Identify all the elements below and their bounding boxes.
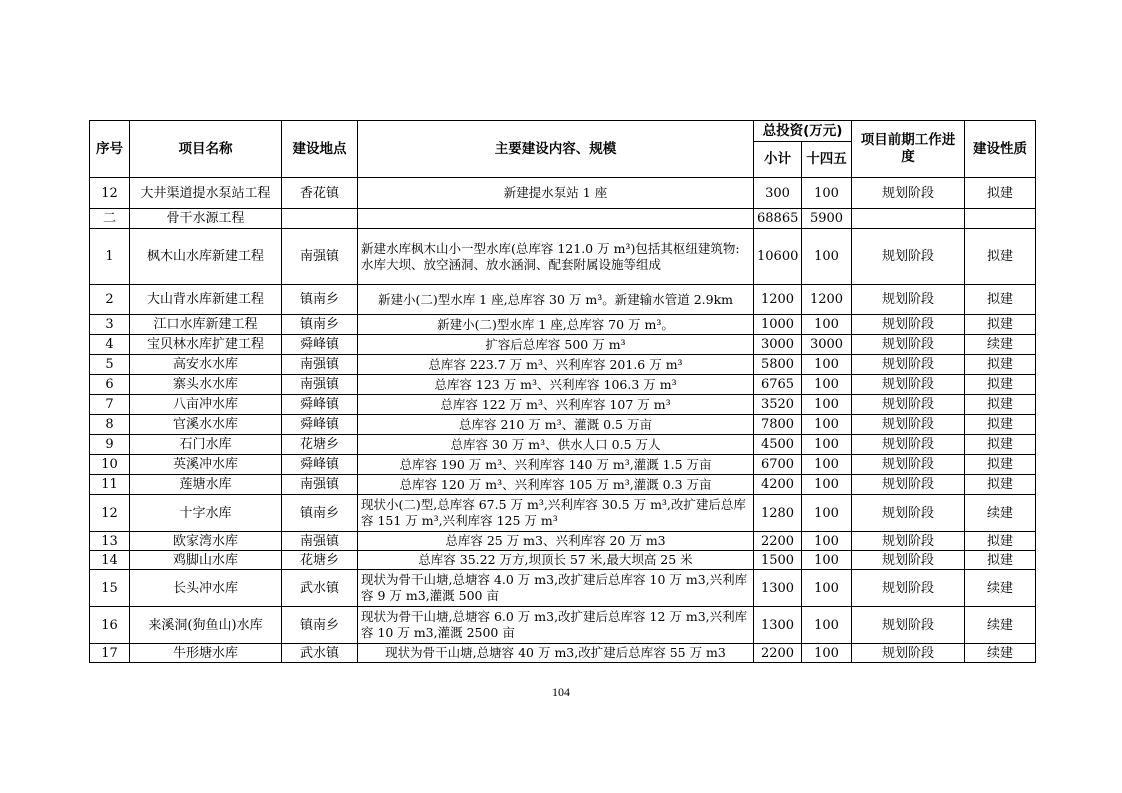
cell-no: 2 [90, 285, 130, 315]
cell-location: 镇南乡 [282, 315, 358, 335]
cell-no: 10 [90, 455, 130, 475]
cell-content: 总库容 223.7 万 m³、兴利库容 201.6 万 m³ [358, 355, 754, 375]
cell-fyp14: 100 [802, 551, 852, 570]
cell-name: 江口水库新建工程 [130, 315, 282, 335]
cell-location: 南强镇 [282, 375, 358, 395]
cell-subtotal: 1280 [754, 495, 802, 532]
header-nature: 建设性质 [965, 121, 1036, 178]
cell-subtotal: 10600 [754, 229, 802, 285]
cell-progress: 规划阶段 [852, 335, 965, 355]
header-subtotal: 小计 [754, 142, 802, 178]
cell-fyp14: 100 [802, 570, 852, 607]
table-row [90, 607, 1036, 644]
cell-content: 总库容 190 万 m³、兴利库容 140 万 m³,灌溉 1.5 万亩 [358, 455, 754, 475]
cell-name: 八亩冲水库 [130, 395, 282, 415]
cell-location [282, 209, 358, 229]
cell-content: 现状小(二)型,总库容 67.5 万 m³,兴利库容 30.5 万 m³,改扩建后总库容 151 万 m³,兴利库容 125 万 m³ [358, 495, 754, 532]
table-row [90, 495, 1036, 532]
cell-subtotal: 4500 [754, 435, 802, 455]
project-table [89, 120, 1036, 663]
cell-fyp14: 100 [802, 495, 852, 532]
cell-progress: 规划阶段 [852, 285, 965, 315]
cell-content [358, 209, 754, 229]
cell-name: 莲塘水库 [130, 475, 282, 495]
cell-subtotal: 68865 [754, 209, 802, 229]
cell-subtotal: 7800 [754, 415, 802, 435]
cell-no: 12 [90, 178, 130, 209]
cell-subtotal: 5800 [754, 355, 802, 375]
cell-progress [852, 209, 965, 229]
table-row [90, 532, 1036, 551]
cell-content: 总库容 122 万 m³、兴利库容 107 万 m³ [358, 395, 754, 415]
cell-subtotal: 1300 [754, 607, 802, 644]
cell-progress: 规划阶段 [852, 532, 965, 551]
cell-nature: 拟建 [965, 375, 1036, 395]
header-investment: 总投资(万元) [754, 121, 852, 142]
cell-progress: 规划阶段 [852, 415, 965, 435]
cell-nature: 续建 [965, 570, 1036, 607]
cell-location: 香花镇 [282, 178, 358, 209]
page-number: 104 [552, 685, 570, 699]
cell-subtotal: 3520 [754, 395, 802, 415]
cell-content: 总库容 210 万 m³、灌溉 0.5 万亩 [358, 415, 754, 435]
cell-no: 4 [90, 335, 130, 355]
cell-no: 17 [90, 644, 130, 663]
cell-name: 鸡脚山水库 [130, 551, 282, 570]
cell-nature: 拟建 [965, 415, 1036, 435]
cell-name: 来溪洞(狗鱼山)水库 [130, 607, 282, 644]
cell-location: 南强镇 [282, 475, 358, 495]
cell-name: 枫木山水库新建工程 [130, 229, 282, 285]
header-no: 序号 [90, 121, 130, 178]
header-content: 主要建设内容、规模 [358, 121, 754, 178]
cell-progress: 规划阶段 [852, 455, 965, 475]
cell-content: 总库容 120 万 m³、兴利库容 105 万 m³,灌溉 0.3 万亩 [358, 475, 754, 495]
cell-content: 现状为骨干山塘,总塘容 40 万 m3,改扩建后总库容 55 万 m3 [358, 644, 754, 663]
cell-subtotal: 1000 [754, 315, 802, 335]
cell-content: 总库容 35.22 万方,坝顶长 57 米,最大坝高 25 米 [358, 551, 754, 570]
cell-no: 12 [90, 495, 130, 532]
cell-fyp14: 100 [802, 435, 852, 455]
cell-fyp14: 100 [802, 607, 852, 644]
cell-location: 镇南乡 [282, 607, 358, 644]
cell-no: 7 [90, 395, 130, 415]
header-location: 建设地点 [282, 121, 358, 178]
cell-nature: 拟建 [965, 551, 1036, 570]
cell-nature: 拟建 [965, 355, 1036, 375]
table-row [90, 178, 1036, 209]
cell-no: 11 [90, 475, 130, 495]
cell-location: 镇南乡 [282, 285, 358, 315]
cell-fyp14: 100 [802, 415, 852, 435]
cell-progress: 规划阶段 [852, 178, 965, 209]
table-row [90, 570, 1036, 607]
cell-fyp14: 100 [802, 532, 852, 551]
cell-nature: 拟建 [965, 532, 1036, 551]
cell-name: 官溪水水库 [130, 415, 282, 435]
cell-progress: 规划阶段 [852, 570, 965, 607]
table-row [90, 551, 1036, 570]
table-row [90, 285, 1036, 315]
cell-content: 总库容 30 万 m³、供水人口 0.5 万人 [358, 435, 754, 455]
cell-fyp14: 3000 [802, 335, 852, 355]
cell-location: 南强镇 [282, 532, 358, 551]
cell-name: 寨头水水库 [130, 375, 282, 395]
cell-no: 3 [90, 315, 130, 335]
cell-progress: 规划阶段 [852, 644, 965, 663]
cell-fyp14: 5900 [802, 209, 852, 229]
cell-content: 扩容后总库容 500 万 m³ [358, 335, 754, 355]
table-row [90, 644, 1036, 663]
cell-no: 1 [90, 229, 130, 285]
cell-fyp14: 100 [802, 178, 852, 209]
cell-content: 现状为骨干山塘,总塘容 4.0 万 m3,改扩建后总库容 10 万 m3,兴利库容 9 万 m3,灌溉 500 亩 [358, 570, 754, 607]
cell-location: 南强镇 [282, 355, 358, 375]
cell-nature: 续建 [965, 335, 1036, 355]
cell-name: 石门水库 [130, 435, 282, 455]
header-name: 项目名称 [130, 121, 282, 178]
cell-fyp14: 100 [802, 315, 852, 335]
cell-location: 舜峰镇 [282, 455, 358, 475]
cell-content: 新建水库枫木山小一型水库(总库容 121.0 万 m³)包括其枢纽建筑物:水库大坝、放空涵洞、放水涵洞、配套附属设施等组成 [358, 229, 754, 285]
table-row [90, 455, 1036, 475]
cell-location: 南强镇 [282, 229, 358, 285]
cell-progress: 规划阶段 [852, 475, 965, 495]
cell-progress: 规划阶段 [852, 375, 965, 395]
cell-location: 花塘乡 [282, 551, 358, 570]
cell-subtotal: 6700 [754, 455, 802, 475]
cell-content: 总库容 25 万 m3、兴利库容 20 万 m3 [358, 532, 754, 551]
cell-nature [965, 209, 1036, 229]
cell-progress: 规划阶段 [852, 395, 965, 415]
cell-nature: 续建 [965, 495, 1036, 532]
cell-name: 长头冲水库 [130, 570, 282, 607]
table-row [90, 209, 1036, 229]
cell-no: 13 [90, 532, 130, 551]
cell-location: 镇南乡 [282, 495, 358, 532]
cell-progress: 规划阶段 [852, 551, 965, 570]
cell-location: 花塘乡 [282, 435, 358, 455]
cell-subtotal: 4200 [754, 475, 802, 495]
cell-location: 舜峰镇 [282, 415, 358, 435]
cell-nature: 续建 [965, 607, 1036, 644]
cell-fyp14: 100 [802, 395, 852, 415]
table-row [90, 475, 1036, 495]
table-row [90, 315, 1036, 335]
cell-subtotal: 6765 [754, 375, 802, 395]
table-row [90, 335, 1036, 355]
table-row [90, 355, 1036, 375]
cell-subtotal: 1200 [754, 285, 802, 315]
cell-nature: 拟建 [965, 285, 1036, 315]
cell-name: 高安水水库 [130, 355, 282, 375]
cell-no: 14 [90, 551, 130, 570]
cell-no: 15 [90, 570, 130, 607]
cell-nature: 拟建 [965, 435, 1036, 455]
cell-progress: 规划阶段 [852, 355, 965, 375]
table-row [90, 229, 1036, 285]
cell-location: 武水镇 [282, 570, 358, 607]
cell-progress: 规划阶段 [852, 435, 965, 455]
cell-location: 舜峰镇 [282, 335, 358, 355]
cell-no: 16 [90, 607, 130, 644]
table-row [90, 435, 1036, 455]
header-fyp14: 十四五 [802, 142, 852, 178]
table-row [90, 395, 1036, 415]
table-row [90, 375, 1036, 395]
cell-nature: 续建 [965, 644, 1036, 663]
cell-nature: 拟建 [965, 315, 1036, 335]
cell-progress: 规划阶段 [852, 495, 965, 532]
cell-nature: 拟建 [965, 395, 1036, 415]
cell-name: 大山背水库新建工程 [130, 285, 282, 315]
cell-location: 武水镇 [282, 644, 358, 663]
cell-no: 二 [90, 209, 130, 229]
cell-no: 9 [90, 435, 130, 455]
cell-nature: 拟建 [965, 455, 1036, 475]
cell-fyp14: 1200 [802, 285, 852, 315]
cell-content: 总库容 123 万 m³、兴利库容 106.3 万 m³ [358, 375, 754, 395]
cell-content: 新建提水泵站 1 座 [358, 178, 754, 209]
cell-subtotal: 3000 [754, 335, 802, 355]
cell-subtotal: 2200 [754, 532, 802, 551]
cell-fyp14: 100 [802, 475, 852, 495]
cell-progress: 规划阶段 [852, 229, 965, 285]
cell-progress: 规划阶段 [852, 607, 965, 644]
cell-subtotal: 1500 [754, 551, 802, 570]
cell-fyp14: 100 [802, 455, 852, 475]
header-progress: 项目前期工作进度 [852, 121, 965, 178]
cell-location: 舜峰镇 [282, 395, 358, 415]
cell-nature: 拟建 [965, 229, 1036, 285]
cell-no: 5 [90, 355, 130, 375]
cell-fyp14: 100 [802, 355, 852, 375]
cell-fyp14: 100 [802, 375, 852, 395]
cell-name: 宝贝林水库扩建工程 [130, 335, 282, 355]
cell-content: 新建小(二)型水库 1 座,总库容 30 万 m³。新建输水管道 2.9km [358, 285, 754, 315]
cell-progress: 规划阶段 [852, 315, 965, 335]
cell-subtotal: 300 [754, 178, 802, 209]
cell-subtotal: 2200 [754, 644, 802, 663]
cell-name: 英溪冲水库 [130, 455, 282, 475]
cell-name: 大井渠道提水泵站工程 [130, 178, 282, 209]
cell-subtotal: 1300 [754, 570, 802, 607]
cell-name: 十字水库 [130, 495, 282, 532]
cell-content: 现状为骨干山塘,总塘容 6.0 万 m3,改扩建后总库容 12 万 m3,兴利库容 10 万 m3,灌溉 2500 亩 [358, 607, 754, 644]
cell-name: 牛形塘水库 [130, 644, 282, 663]
cell-name: 欧家湾水库 [130, 532, 282, 551]
cell-content: 新建小(二)型水库 1 座,总库容 70 万 m³。 [358, 315, 754, 335]
cell-no: 8 [90, 415, 130, 435]
cell-nature: 拟建 [965, 178, 1036, 209]
cell-name: 骨干水源工程 [130, 209, 282, 229]
table-row [90, 415, 1036, 435]
cell-no: 6 [90, 375, 130, 395]
cell-fyp14: 100 [802, 229, 852, 285]
cell-nature: 拟建 [965, 475, 1036, 495]
cell-fyp14: 100 [802, 644, 852, 663]
